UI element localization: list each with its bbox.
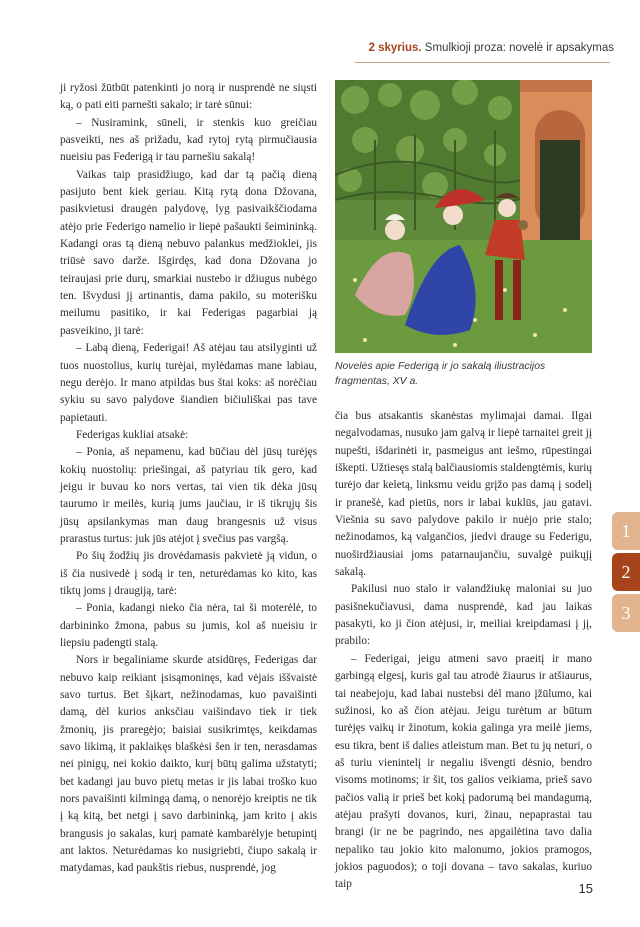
chapter-tabs xyxy=(612,512,640,635)
paragraph: – Ponia, kadangi nieko čia nėra, tai ši moterėlė, to darbininko žmona, pabus su jumis, kol aš nueisiu ir liepsiu padengti stalą. xyxy=(60,602,317,649)
page-number: 15 xyxy=(578,881,593,896)
header-chapter: 2 skyrius. xyxy=(368,42,422,54)
chapter-tab-2-active[interactable]: 2 xyxy=(612,553,640,591)
paragraph: Vaikas taip prasidžiugo, kad dar tą pačią dieną pasijuto bent kiek geriau. Kitą rytą dona Džovana, pasikvietusi draugėn palydovę, lyg pasivaikščiodama atėjo prie Federigo namelio ir liepė pašaukti šeimininką. Kadangi oras tą dieną nebuvo palankus medžioklei, jis triūsė savo darže. Išgirdęs, kad dona Džovana jo teiraujasi prie durų, smarkiai nustebo ir džiugus nubėgo ten. Išvydusi jį artinantis, dama pakilo, su moterišku meilumu pasitiko, ir kai Federigas pagarbiai ją pasveikino, ji tarė: xyxy=(60,168,317,337)
chapter-tab-3[interactable]: 3 xyxy=(612,594,640,632)
paragraph: – Nusiramink, sūneli, ir stenkis kuo greičiau pasveikti, nes aš prižadu, kad rytoj rytą pirmučiausia nueisiu pas Federigą ir tau parnešiu sakalą! xyxy=(60,116,317,164)
header-chapter-title: Smulkioji proza: novelė ir apsakymas xyxy=(424,42,614,54)
paragraph: ji ryžosi žūtbūt patenkinti jo norą ir nusprendė ne siųsti ką, o pati eiti parnešti sakalo; ir tarė sūnui: xyxy=(60,82,317,112)
header-title xyxy=(369,42,614,54)
paragraph: čia bus atsakantis skanėstas mylimajai damai. Ilgai negalvodamas, nusuko jam galvą ir liepė tarnaitei greit jį nupešti, išdarinėti ir, pasmeigus ant iešmo, rūpestingai iškepti. Užtiesęs stalą balčiausiomis staldengtėmis, kurių turėjo dar keletą, linksmu veidu grįžo pas damą į sodelį ir pranešė, kad pietūs, nors ir labai kuklūs, jau gatavi. Viešnia su savo palydove pakilo ir nuėjo prie stalo; nežinodamos, ką valgančios, jiedvi drauge su Federigu, nuoširdžiausiai joms patarnaujančiu, suvalgė puikųjį sakalą. xyxy=(335,410,592,579)
illustration-figure xyxy=(335,80,592,353)
figure-caption: Novelės apie Federigą ir jo sakalą iliustracijos fragmentas, XV a. xyxy=(335,361,546,387)
chapter-tab-1[interactable]: 1 xyxy=(612,512,640,550)
paragraph: – Ponia, aš nepamenu, kad būčiau dėl jūsų turėjęs kokių nuostolių: priešingai, aš patyriau tik gero, kad jeigu ir buvau ko nors vertas, tai vien tik dėka jūsų taurumo ir meilės, kurią jums jaučiau, ir iš tikrųjų šis jūsų apsilankymas man daug brangesnis už visus prarastus turtus: juk jūs atėjot į svečius pas vargšą. xyxy=(60,446,317,545)
paragraph: Federigas kukliai atsakė: xyxy=(76,428,189,441)
running-header xyxy=(0,0,640,62)
header-rule xyxy=(355,62,610,63)
paragraph: – Federigai, jeigu atmeni savo praeitį ir mano garbingą elgesį, kuris gal tau atrodė žiaurus ir atšiaurus, tai neabejoju, kad labai nustebsi dėl mano įžūlumo, kai sužinosi, ko aš čion atėjau. Jeigu turėtum ar būtum turėjęs vaikų ir žinotum, kokia galinga yra meilė jiems, esu tikra, bent iš dalies atleistum man. Bet tu jų neturi, o aš turiu vienintelį ir negaliu išvengti dėsnio, bendro visoms motinoms; ir šit, tos galios veikiama, prieš savo pačios valią ir prieš bet kokį padorumą bei mandagumą, atėjau prašyti dovanos, kuri, žinau, nepaprastai tau brangi (ir ne be pagrindo, nes apgailėtina tavo dalia nepaliko tau jokio kito malonumo, jokios pramogos, jokios paguodos); o toji dovana – tavo sakalas, kuriuo taip xyxy=(335,652,592,891)
text-column-left xyxy=(60,80,317,878)
text-column-right xyxy=(335,408,592,894)
miniature-painting-image xyxy=(335,80,592,353)
paragraph: Pakilusi nuo stalo ir valandžiukę maloniai su juo pasišnekučiavusi, dama nusprendė, kad jau laikas pasakyti, ko ji čion atėjusi, ir, meiliai kreipdamasi į jį, prabilo: xyxy=(335,583,592,648)
paragraph: Po šių žodžių jis drovėdamasis pakvietė ją vidun, o iš čia nusivedė į sodą ir ten, neturėdamas ko kito, kas tiktų joms į draugiją, tarė: xyxy=(60,550,317,597)
paragraph: Nors ir begaliniame skurde atsidūręs, Federigas dar nebuvo kaip reikiant įsisąmoninęs, kad vėjais iššvaistė savo turtus. Bet šįkart, nežinodamas, kuo pavaišinti damą, dėl kurios anksčiau vaišindavo tiek ir tiek žmonių, jis praregėjo; baisiai susikrimtęs, keikdamas savo likimą, it paklaikęs blaškėsi šen ir ten, nerasdamas nei pinigų, nei kokio daikto, kurį būtų galima užstatyti; bet kadangi jau buvo pietų metas ir jis labai troško kuo nors pavaišinti kilmingą damą, o nenorėjo kreiptis ne tik į ką kitą, bet netgi į savo darbininką, jam krito į akis brangusis jo sakalas, kurį pamatė kambarėlyje betupintį ant laktos. Neturėdamas ko nusigriebti, čiupo sakalą ir matydamas, kad paukštis riebus, nusprendė, jog xyxy=(60,654,317,875)
paragraph: – Labą dieną, Federigai! Aš atėjau tau atsilyginti už tuos nuostolius, kurių turėjai, mylėdamas mane labiau, negu derėjo. Ir mano atpildas bus štai koks: aš norėčiau sykiu su savo palydove šiandien bičiuliškai pas tave papietauti. xyxy=(60,342,317,424)
